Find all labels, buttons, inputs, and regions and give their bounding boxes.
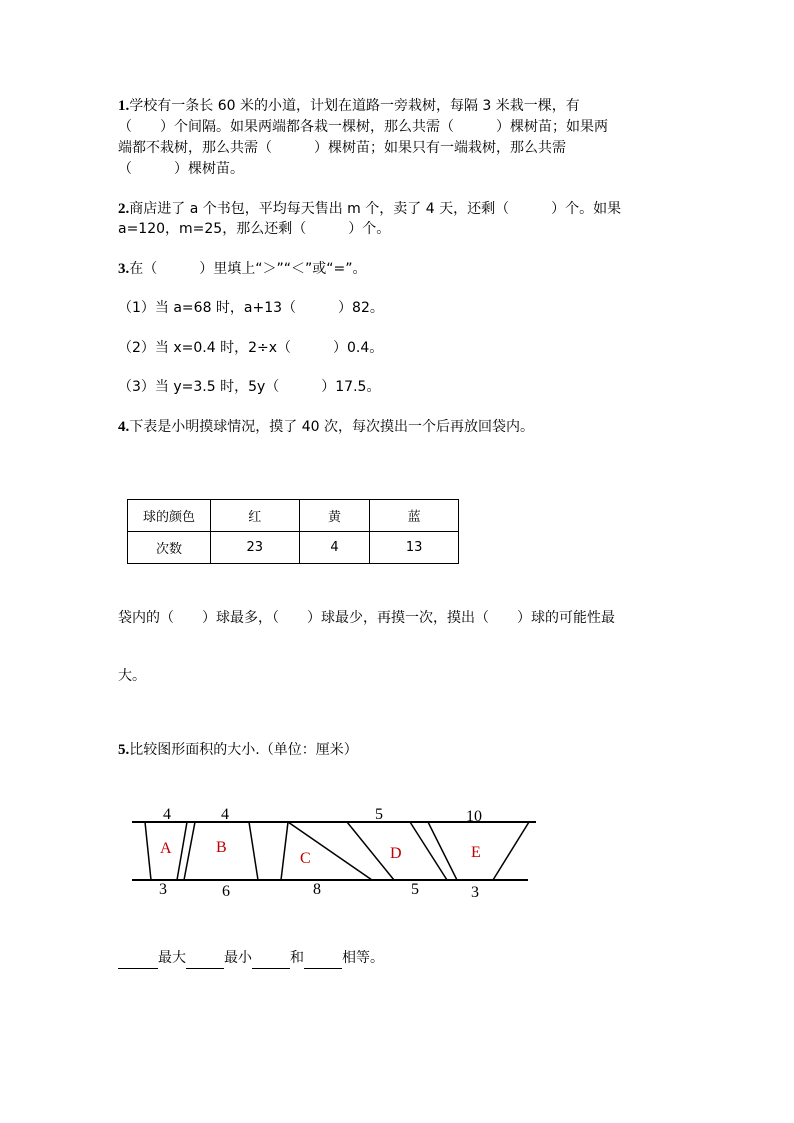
ball-table — [127, 499, 459, 564]
answer-blank[interactable] — [186, 948, 224, 969]
top-label-a: 4 — [163, 806, 171, 823]
answer-blank[interactable] — [252, 948, 290, 969]
q5-text: 比较图形面积的大小.（单位：厘米） — [129, 742, 358, 758]
q4-text: 下表是小明摸球情况，摸了 40 次，每次摸出一个后再放回袋内。 — [129, 419, 534, 435]
q3-number: 3. — [118, 261, 130, 277]
q4-number: 4. — [118, 419, 130, 435]
answer-word-and: 和 — [290, 950, 304, 966]
q4-answer-line-2: 大。 — [118, 668, 146, 684]
q1-line-3: 端都不栽树，那么共需（ ）棵树苗；如果只有一端栽树，那么共需 — [118, 140, 566, 156]
shape-letter-c: C — [300, 850, 311, 867]
q3-item-1: （1）当 a=68 时，a+13（ ）82。 — [118, 300, 384, 316]
q4-line — [118, 417, 534, 437]
shape-letter-a: A — [160, 840, 172, 857]
bottom-label-b: 6 — [222, 883, 230, 900]
q3-item-2: （2）当 x=0.4 时，2÷x（ ）0.4。 — [118, 340, 384, 356]
q2-text-1: 商店进了 a 个书包，平均每天售出 m 个，卖了 4 天，还剩（ ）个。如果 — [129, 201, 622, 217]
table-header-cell: 球的颜色 — [128, 500, 211, 532]
answer-blank[interactable] — [304, 948, 342, 969]
shape-d-left-edge — [347, 822, 394, 880]
bottom-label-d: 5 — [411, 881, 419, 898]
answer-word-equal: 相等。 — [342, 950, 384, 966]
shape-letter-b: B — [216, 839, 227, 856]
q1-line-1 — [118, 96, 580, 116]
table-header-cell: 红 — [211, 500, 300, 532]
bottom-label-c: 8 — [313, 881, 321, 898]
q1-text-1: 学校有一条长 60 米的小道，计划在道路一旁栽树，每隔 3 米栽一棵，有 — [129, 98, 580, 114]
shape-b-right-edge — [249, 822, 258, 880]
table-header-cell: 蓝 — [370, 500, 459, 532]
table-cell: 次数 — [128, 532, 211, 564]
shape-d-right-edge — [410, 822, 447, 880]
top-label-d: 5 — [375, 806, 383, 823]
q2-line-2: a=120，m=25，那么还剩（ ）个。 — [118, 221, 391, 237]
top-label-e: 10 — [466, 808, 482, 825]
table-header-row — [128, 500, 459, 532]
shape-a-left-edge — [145, 822, 151, 880]
shape-e-left-edge — [428, 822, 457, 880]
table-cell: 13 — [370, 532, 459, 564]
answer-word-smallest: 最小 — [224, 950, 252, 966]
top-label-b: 4 — [221, 806, 229, 823]
shape-c-left-edge — [281, 822, 288, 880]
q2-line-1 — [118, 199, 621, 219]
table-cell: 4 — [299, 532, 370, 564]
q3-title: 在（ ）里填上“＞”“＜”或“=”。 — [129, 261, 367, 277]
q1-line-2: （ ）个间隔。如果两端都各栽一棵树，那么共需（ ）棵树苗；如果两 — [118, 119, 608, 135]
q1-number: 1. — [118, 98, 130, 114]
shape-e-right-edge — [493, 822, 529, 880]
bottom-label-a: 3 — [159, 881, 167, 898]
q4-answer-line-1: 袋内的（ ）球最多，（ ）球最少，再摸一次，摸出（ ）球的可能性最 — [118, 610, 615, 626]
bottom-label-e: 3 — [471, 884, 479, 901]
q5-answer-line — [118, 948, 384, 969]
answer-word-largest: 最大 — [158, 950, 186, 966]
table-cell: 23 — [211, 532, 300, 564]
q5-number: 5. — [118, 742, 130, 758]
shapes-figure — [0, 800, 794, 920]
q3-item-3: （3）当 y=3.5 时，5y（ ）17.5。 — [118, 379, 381, 395]
shape-letter-d: D — [390, 845, 402, 862]
table-row — [128, 532, 459, 564]
q5-line — [118, 740, 358, 760]
q2-number: 2. — [118, 201, 130, 217]
shape-letter-e: E — [471, 844, 481, 861]
q3-title-line — [118, 259, 367, 279]
answer-blank[interactable] — [118, 948, 158, 969]
table-header-cell: 黄 — [299, 500, 370, 532]
q1-line-4: （ ）棵树苗。 — [118, 161, 244, 177]
